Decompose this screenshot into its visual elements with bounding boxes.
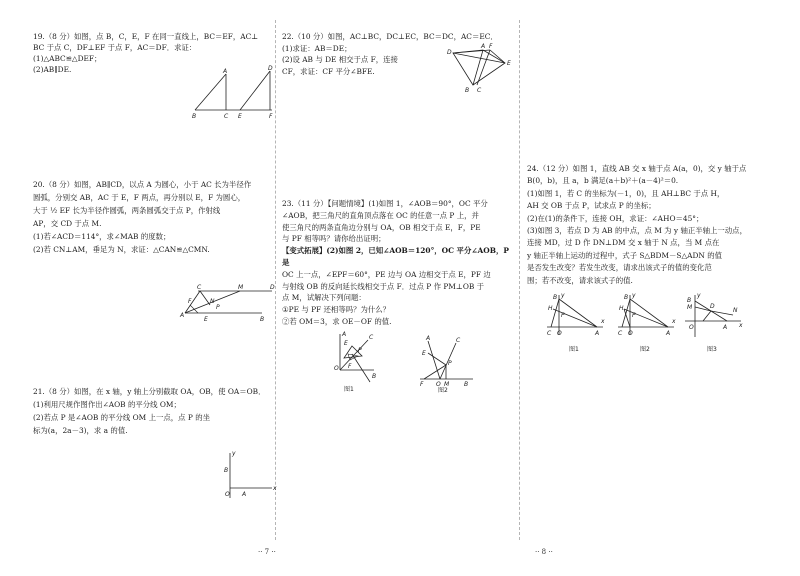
label-O: O (436, 381, 441, 388)
problem-23-line: ②若 OM＝3，求 OE－OF 的值. (282, 316, 392, 326)
label-y: y (697, 292, 701, 299)
label-H: H (548, 305, 553, 312)
problem-21-line: (2)若点 P 是∠AOB 的平分线 OM 上一点，点 P 的坐 (33, 413, 210, 422)
problem-23-line: 与射线 OB 的反向延长线相交于点 F．过点 P 作 PM⊥OB 于 (282, 281, 485, 291)
label-N: N (210, 298, 215, 305)
problem-24-line: 连接 MD，过 D 作 DN⊥DM 交 x 轴于 N 点，当 M 点在 (527, 238, 720, 248)
label-A: A (426, 335, 431, 342)
label-O: O (689, 324, 694, 331)
problem-23-figure-1 (330, 332, 380, 392)
label-O: O (557, 330, 562, 337)
page-number-right: ·· 8 ·· (535, 548, 553, 556)
label-B: B (192, 113, 197, 120)
label-N: N (733, 307, 738, 314)
label-D: D (710, 303, 715, 310)
problem-22-figure (445, 45, 520, 95)
page-number-left: ·· 7 ·· (258, 548, 276, 556)
label-B: B (464, 381, 469, 388)
problem-23-line: 【变式拓展】(2)如图 2，已知∠AOB＝120°，OC 平分∠AOB，P 是 (282, 246, 509, 267)
label-A: A (180, 312, 185, 319)
problem-21-line: (1)利用尺规作图作出∠AOB 的平分线 OM； (33, 400, 181, 409)
label-F: F (420, 381, 424, 388)
problem-20-line: AP，交 CD 于点 M. (33, 219, 102, 228)
figure-caption: 图1 (569, 346, 579, 353)
problem-19-line: BC 于点 C，DF⊥EF 于点 F，AC＝DF．求证： (33, 43, 197, 52)
label-B: B (465, 87, 470, 94)
problem-23-line: 点 M，试解决下列问题： (282, 293, 366, 303)
label-y: y (632, 292, 636, 299)
label-M: M (444, 381, 450, 388)
problem-24-figure-3 (683, 293, 745, 355)
label-O: O (225, 491, 230, 498)
problem-20-line: (2)若 CN⊥AM，垂足为 N，求证：△CAN≌△CMN. (33, 245, 210, 254)
label-B: B (624, 294, 629, 301)
problem-23-line: ∠AOB，把三角尺的直角顶点落在 OC 的任意一点 P 上，并 (282, 210, 479, 220)
problem-19-line: (2)AB∥DE. (33, 65, 72, 74)
problem-24-line: (3)如图 3，若点 D 为 AB 的中点，点 M 为 y 轴正半轴上一动点， (527, 226, 747, 236)
label-A: A (723, 324, 728, 331)
label-B: B (224, 467, 229, 474)
problem-20 (33, 178, 271, 256)
label-y: y (561, 292, 565, 299)
label-F: F (348, 363, 352, 370)
problem-24-line: 是否发生改变？若发生改变，请求出该式子的值的变化范 (527, 263, 712, 273)
label-B: B (687, 297, 692, 304)
label-C: C (197, 284, 202, 291)
problem-24 (527, 163, 779, 287)
problem-22-line: (1)求证：AB＝DE； (282, 43, 352, 53)
problem-20-line: 大于 ½ EF 长为半径作圆弧，两条圆弧交于点 P，作射线 (33, 206, 221, 215)
label-C: C (547, 330, 552, 337)
label-E: E (507, 60, 511, 67)
figure-caption: 图3 (707, 346, 717, 353)
problem-22-line: CF，求证：CF 平分∠BFE. (282, 66, 375, 76)
label-M: M (687, 304, 693, 311)
problem-23-line: 23.（11 分）【问题情境】(1)如图 1，∠AOB＝90°，OC 平分 (282, 199, 488, 208)
problem-24-figure-2 (616, 293, 676, 355)
label-C: C (618, 330, 623, 337)
label-C: C (477, 87, 482, 94)
label-A: A (666, 330, 671, 337)
label-x: x (273, 485, 277, 492)
figure-caption: 图2 (640, 346, 650, 353)
label-A: A (342, 331, 347, 338)
problem-24-line: AH 交 OB 于点 P，试求点 P 的坐标； (527, 201, 656, 211)
label-C: C (369, 334, 374, 341)
label-B: B (260, 316, 265, 323)
label-D: D (270, 284, 275, 291)
problem-23-line: 与 PF 相等吗？请你给出证明； (282, 234, 386, 244)
label-A: A (242, 491, 247, 498)
label-B: B (372, 373, 377, 380)
label-D: D (447, 49, 452, 56)
label-H: H (619, 305, 624, 312)
figure-caption: 图2 (438, 387, 448, 394)
problem-24-line: 围；若不改变，请求该式子的值. (527, 275, 633, 285)
problem-21-line: 标为(a，2a－3)，求 a 的值. (33, 426, 128, 435)
label-x: x (739, 322, 743, 329)
problem-21-line: 21.（8 分）如图，在 x 轴，y 轴上分别截取 OA，OB，使 OA＝OB． (33, 387, 266, 396)
label-E: E (204, 316, 208, 323)
problem-19-line: (1)△ABC≌△DEF； (33, 54, 102, 63)
label-P: P (632, 312, 636, 319)
problem-24-figure-1 (545, 293, 605, 355)
label-E: E (422, 350, 426, 357)
label-P: P (561, 312, 565, 319)
problem-22-line: 22.（10 分）如图，AC⊥BC，DC⊥EC，BC＝DC，AC＝EC． (282, 32, 498, 41)
figure-caption: 图1 (344, 386, 354, 393)
problem-20-line: (1)若∠ACD＝114°，求∠MAB 的度数； (33, 232, 171, 241)
label-M: M (238, 284, 244, 291)
label-P: P (448, 360, 452, 367)
label-P: P (216, 304, 220, 311)
problem-23-figure-2 (418, 337, 478, 392)
problem-19-line: 19.（8 分）如图，点 B，C，E，F 在同一直线上，BC＝EF，AC⊥ (33, 32, 259, 41)
label-P: P (358, 347, 362, 354)
problem-24-line: (1)如图 1，若 C 的坐标为(－1，0)，且 AH⊥BC 于点 H， (527, 188, 725, 198)
label-F: F (188, 298, 192, 305)
column-divider-2 (519, 20, 520, 540)
problem-21 (33, 385, 271, 437)
label-C: C (456, 337, 461, 344)
label-y: y (232, 450, 236, 457)
label-A: A (481, 43, 486, 50)
problem-20-line: 20.（8 分）如图，AB∥CD，以点 A 为圆心，小于 AC 长为半径作 (33, 180, 252, 189)
problem-20-figure (180, 283, 280, 325)
label-C: C (224, 113, 229, 120)
problem-20-line: 圆弧，分别交 AB，AC 于 E，F 两点，再分别以 E，F 为圆心， (33, 193, 246, 202)
label-x: x (601, 318, 605, 325)
problem-24-line: y 轴正半轴上运动的过程中，式子 S△BDM－S△ADN 的值 (527, 250, 723, 260)
problem-23 (282, 198, 516, 328)
label-F: F (269, 113, 273, 120)
problem-22-line: (2)设 AB 与 DE 相交于点 F，连接 (282, 55, 398, 64)
problem-21-figure (220, 450, 280, 500)
label-x: x (672, 318, 676, 325)
label-D: D (268, 65, 273, 72)
label-A: A (595, 330, 600, 337)
problem-19-figure (190, 65, 280, 123)
label-B: B (553, 294, 558, 301)
problem-24-line: 24.（12 分）如图 1，直线 AB 交 x 轴于点 A(a，0)，交 y 轴于点 (527, 164, 747, 173)
problem-24-line: (2)在(1)的条件下，连接 OH，求证：∠AHO＝45°； (527, 213, 704, 223)
label-O: O (628, 330, 633, 337)
label-E: E (344, 340, 348, 347)
problem-23-line: OC 上一点，∠EPF＝60°，PE 边与 OA 边相交于点 E，PF 边 (282, 269, 491, 279)
problem-23-line: 使三角尺的两条直角边分别与 OA，OB 相交于点 E，F，PE (282, 222, 481, 232)
label-A: A (223, 68, 228, 75)
label-F: F (489, 43, 493, 50)
label-O: O (334, 365, 339, 372)
problem-24-line: B(0，b)，且 a，b 满足(a＋b)²＋(a－4)²＝0. (527, 176, 679, 186)
problem-23-line: ①PE 与 PF 还相等吗？为什么？ (282, 305, 391, 315)
label-E: E (238, 113, 242, 120)
